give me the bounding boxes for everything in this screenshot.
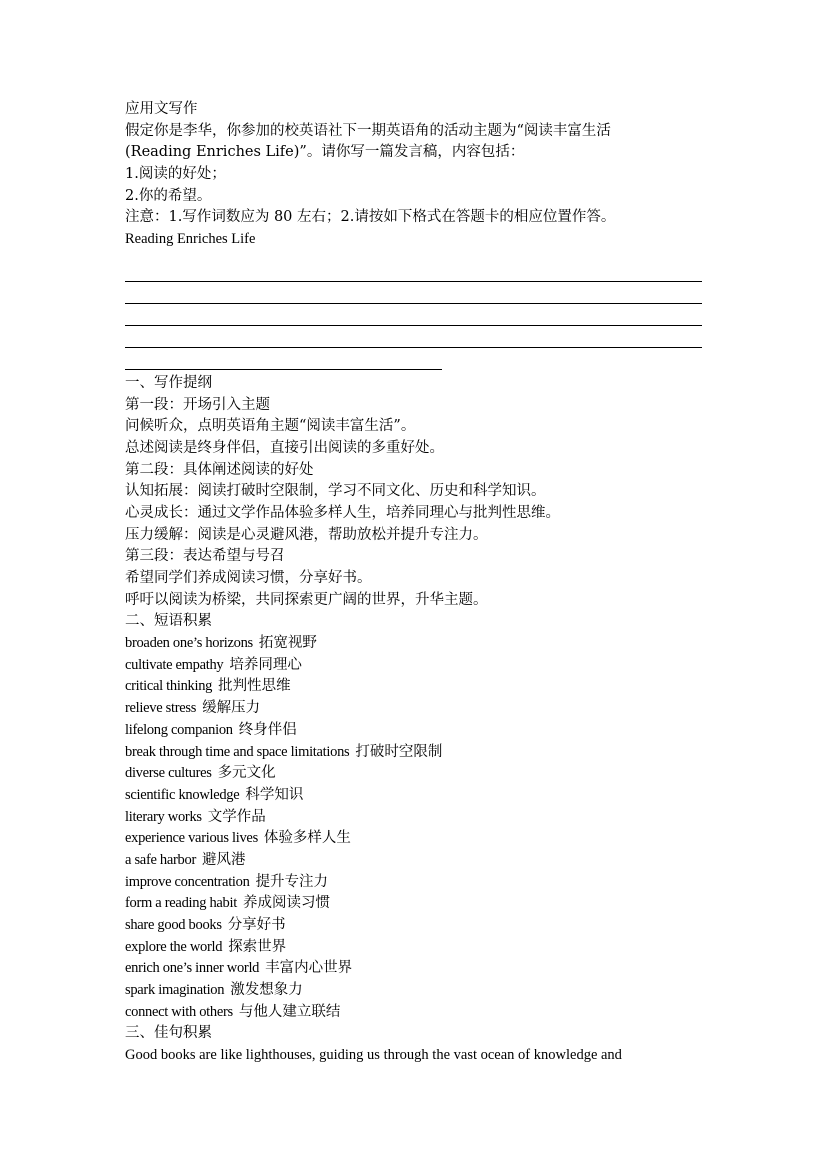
- phrase-english: improve concentration: [125, 873, 250, 890]
- essay-title: Reading Enriches Life: [125, 231, 256, 248]
- outline-line: 心灵成长：通过文学作品体验多样人生，培养同理心与批判性思维。: [125, 504, 560, 521]
- phrase-item: [125, 807, 705, 829]
- phrase-chinese: 打破时空限制: [355, 743, 443, 760]
- phrase-item: [125, 958, 705, 980]
- phrase-english: connect with others: [125, 1003, 233, 1020]
- phrase-item: [125, 742, 705, 764]
- phrases-heading: 二、短语积累: [125, 613, 212, 630]
- phrase-item: [125, 893, 705, 915]
- phrase-chinese: 终身伴侣: [238, 721, 297, 738]
- phrase-list: [125, 633, 705, 1023]
- answer-line: [125, 304, 702, 326]
- phrase-item: [125, 937, 705, 959]
- outline-line: 希望同学们养成阅读习惯，分享好书。: [125, 570, 372, 586]
- phrase-chinese: 丰富内心世界: [265, 960, 353, 977]
- outline-line: 呼吁以阅读为桥梁，共同探索更广阔的世界，升华主题。: [125, 591, 488, 608]
- outline-line: 问候听众，点明英语角主题“阅读丰富生活”。: [125, 418, 416, 435]
- phrase-english: lifelong companion: [125, 721, 233, 738]
- phrase-chinese: 激发想象力: [230, 982, 303, 999]
- phrase-english: scientific knowledge: [125, 786, 240, 803]
- phrase-item: [125, 633, 705, 655]
- answer-area: [125, 260, 705, 370]
- phrase-english: spark imagination: [125, 982, 225, 999]
- answer-line: [125, 348, 442, 370]
- phrase-item: [125, 698, 705, 720]
- phrase-chinese: 体验多样人生: [263, 830, 351, 847]
- document-page: [125, 99, 705, 1067]
- phrase-chinese: 批判性思维: [218, 678, 291, 695]
- phrase-english: form a reading habit: [125, 895, 237, 912]
- phrase-chinese: 拓宽视野: [258, 635, 317, 652]
- phrase-chinese: 避风港: [201, 851, 246, 868]
- outline-line: 第二段：具体阐述阅读的好处: [125, 461, 314, 478]
- phrase-english: broaden one’s horizons: [125, 635, 253, 652]
- outline-line: 第三段：表达希望与号召: [125, 548, 285, 565]
- content-item-2: 2.你的希望。: [125, 187, 212, 204]
- phrase-chinese: 与他人建立联结: [238, 1003, 341, 1020]
- phrase-chinese: 探索世界: [228, 938, 287, 955]
- phrase-chinese: 科学知识: [245, 786, 304, 803]
- phrase-item: [125, 872, 705, 894]
- writing-note: 注意：1.写作词数应为 80 左右；2.请按如下格式在答题卡的相应位置作答。: [125, 209, 616, 226]
- sentence-line: Good books are like lighthouses, guiding us through the vast ocean of knowledge and: [125, 1047, 622, 1064]
- phrase-item: [125, 980, 705, 1002]
- phrase-english: explore the world: [125, 938, 223, 955]
- phrase-item: [125, 720, 705, 742]
- phrase-chinese: 培养同理心: [229, 656, 302, 673]
- section-title: 应用文写作: [125, 101, 198, 117]
- phrase-chinese: 缓解压力: [202, 700, 261, 717]
- outline-list: [125, 395, 705, 612]
- phrase-english: enrich one’s inner world: [125, 960, 260, 977]
- phrase-chinese: 多元文化: [217, 765, 276, 782]
- phrase-item: [125, 785, 705, 807]
- phrase-item: [125, 1002, 705, 1024]
- phrase-chinese: 养成阅读习惯: [242, 895, 330, 912]
- outline-line: 压力缓解：阅读是心灵避风港，帮助放松并提升专注力。: [125, 526, 488, 543]
- phrase-item: [125, 676, 705, 698]
- phrase-english: experience various lives: [125, 830, 258, 847]
- phrase-item: [125, 850, 705, 872]
- phrase-item: [125, 828, 705, 850]
- outline-heading: 一、写作提纲: [125, 374, 212, 391]
- phrase-english: break through time and space limitations: [125, 743, 350, 760]
- answer-line: [125, 282, 702, 304]
- prompt-line-1: 假定你是李华，你参加的校英语社下一期英语角的活动主题为“阅读丰富生活: [125, 122, 611, 139]
- phrase-chinese: 分享好书: [227, 917, 286, 933]
- phrase-english: critical thinking: [125, 678, 213, 695]
- phrase-item: [125, 655, 705, 677]
- outline-line: 总述阅读是终身伴侣，直接引出阅读的多重好处。: [125, 439, 444, 456]
- content-item-1: 1.阅读的好处；: [125, 166, 226, 183]
- prompt-line-2: (Reading Enriches Life)”。请你写一篇发言稿，内容包括：: [125, 144, 525, 161]
- answer-line: [125, 260, 702, 282]
- outline-line: 认知拓展：阅读打破时空限制，学习不同文化、历史和科学知识。: [125, 483, 546, 500]
- phrase-english: cultivate empathy: [125, 656, 224, 673]
- phrase-chinese: 文学作品: [207, 808, 266, 825]
- phrase-english: relieve stress: [125, 700, 197, 717]
- answer-line: [125, 326, 702, 348]
- sentences-heading: 三、佳句积累: [125, 1025, 212, 1042]
- outline-line: 第一段：开场引入主题: [125, 396, 270, 413]
- phrase-chinese: 提升专注力: [255, 873, 329, 890]
- phrase-english: a safe harbor: [125, 851, 196, 868]
- phrase-item: [125, 763, 705, 785]
- phrase-item: [125, 915, 705, 937]
- phrase-english: literary works: [125, 808, 202, 825]
- phrase-english: diverse cultures: [125, 765, 212, 782]
- phrase-english: share good books: [125, 917, 222, 933]
